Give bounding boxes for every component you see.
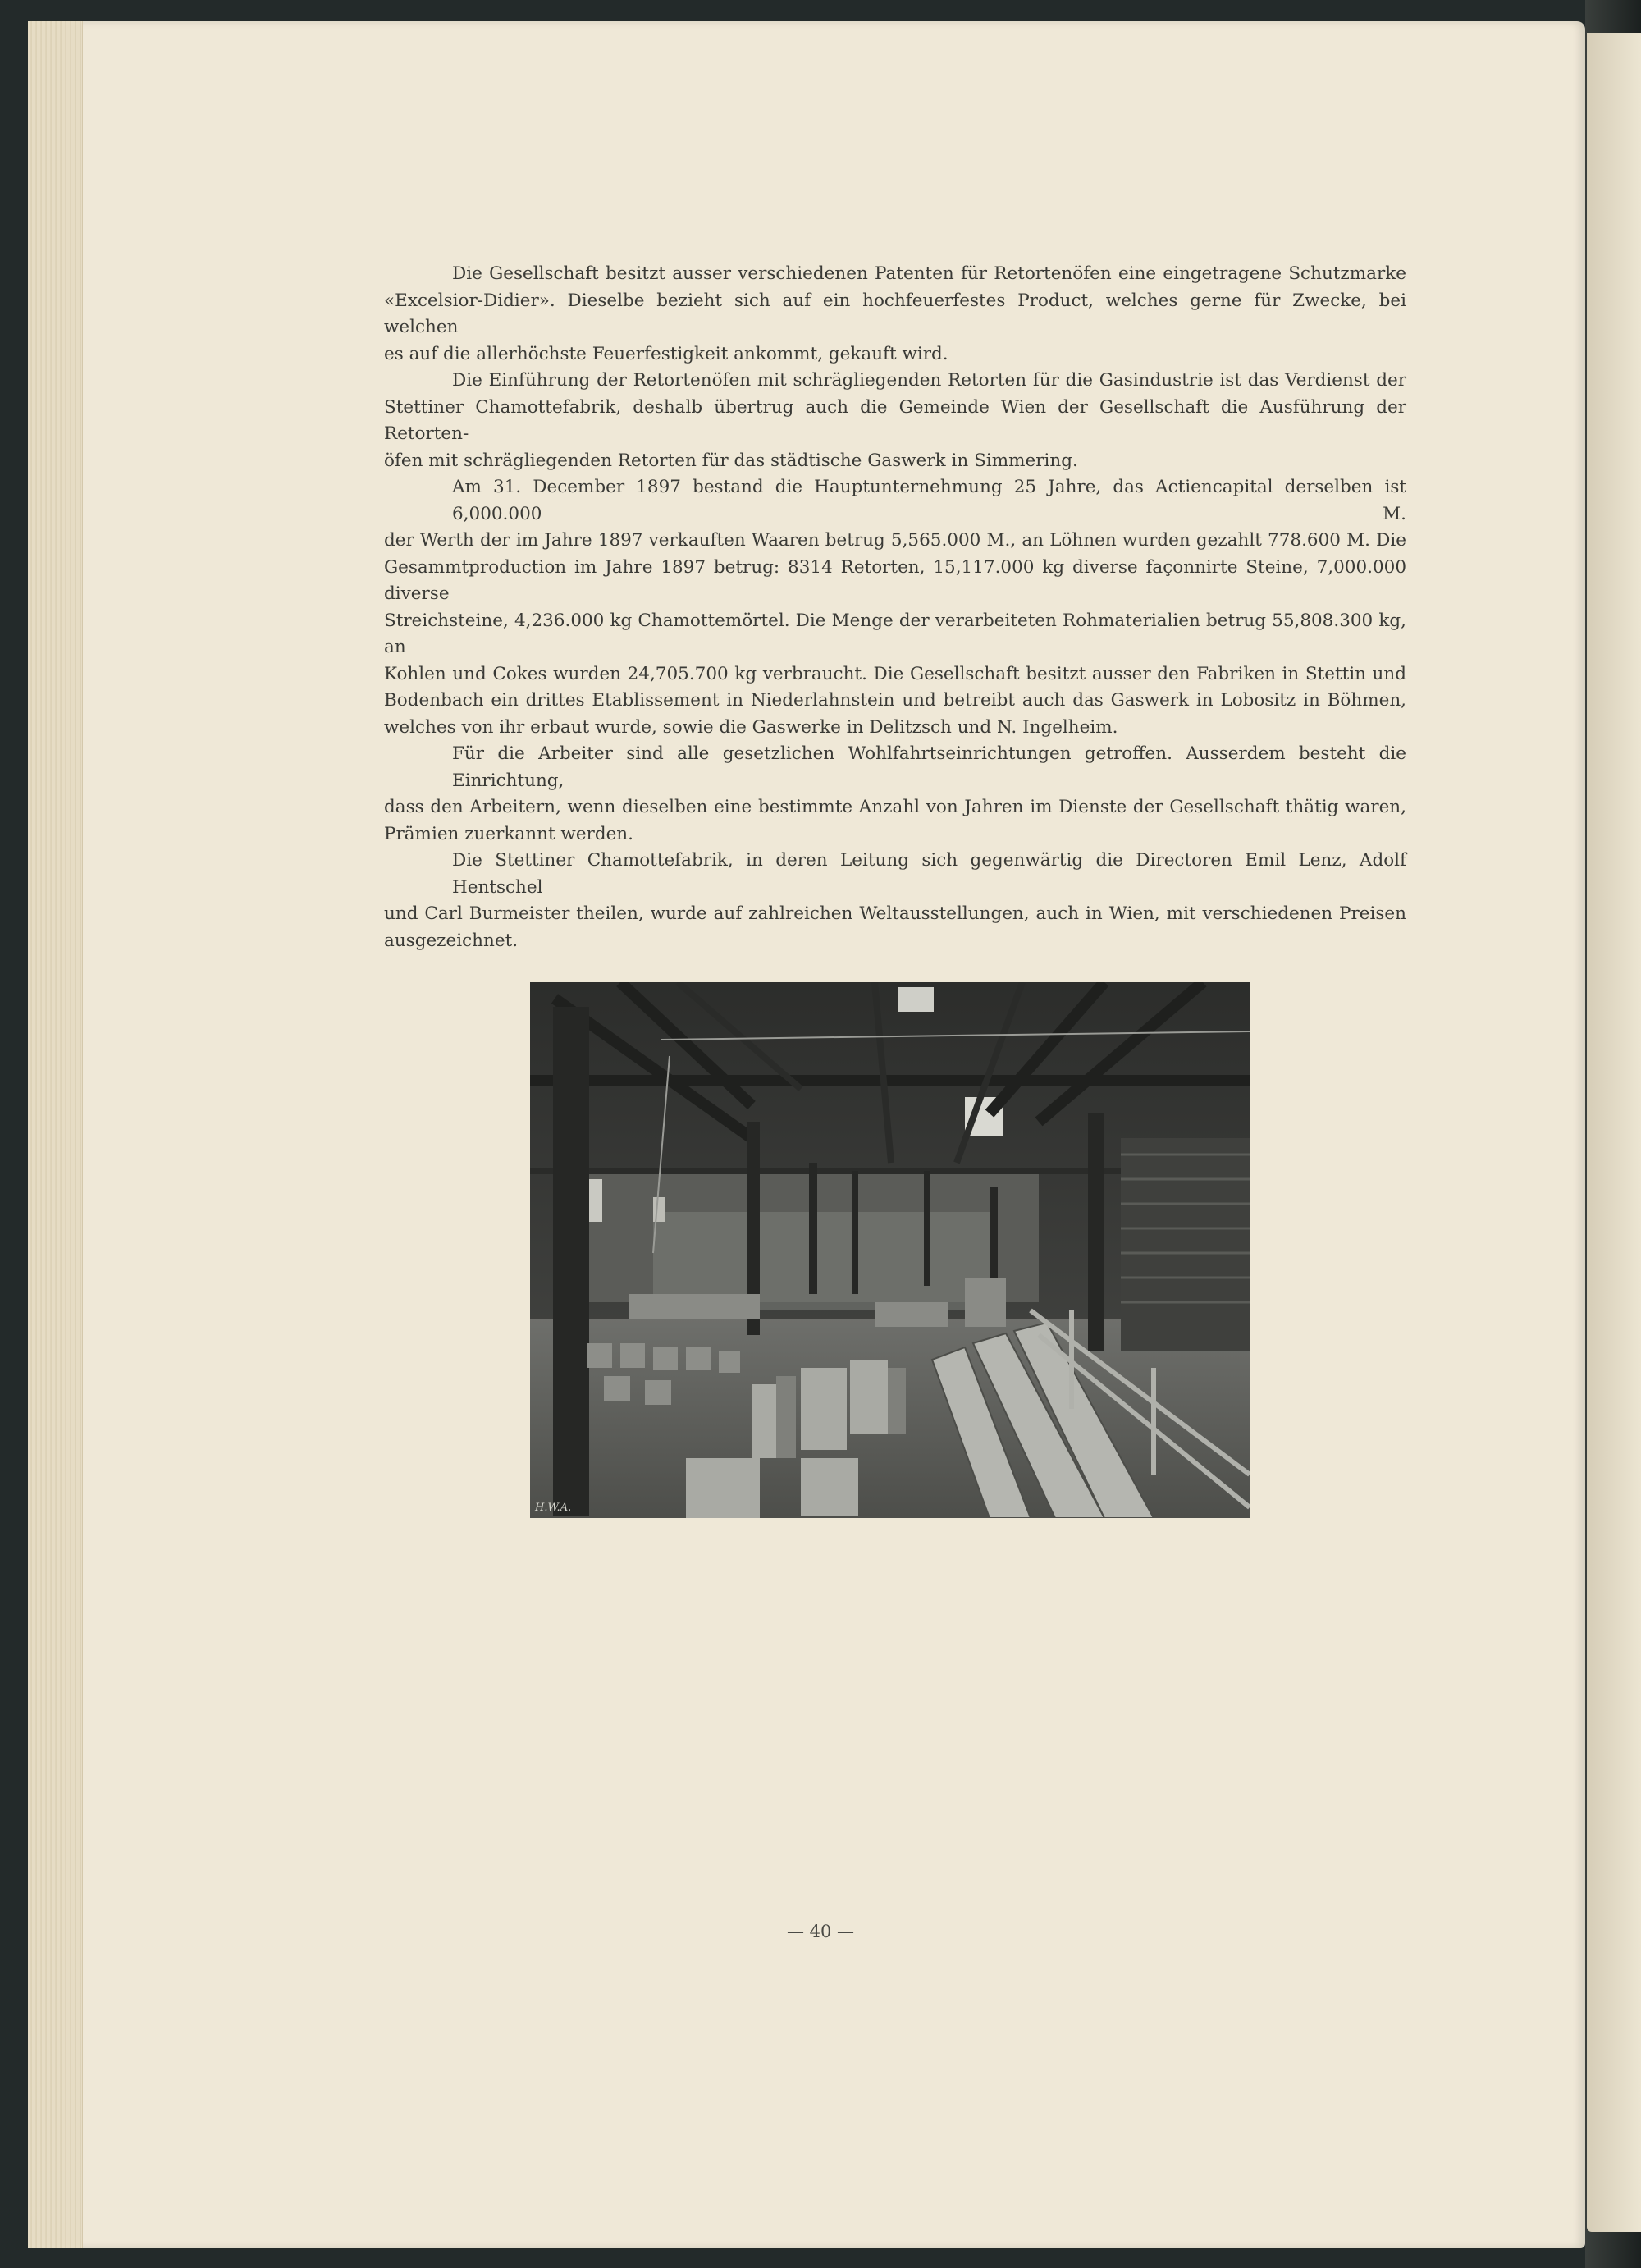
paragraph-welfare xyxy=(384,741,1406,848)
text-line: Für die Arbeiter sind alle gesetzlichen Wohlfahrtseinrichtungen getroffen. Ausserdem besteht die Einrichtung, xyxy=(452,743,1406,791)
text-line: Prämien zuerkannt werden. xyxy=(384,823,633,844)
text-line: Bodenbach ein drittes Etablissement in Niederlahnstein und betreibt auch das Gaswerk in Lobositz in Böhmen, xyxy=(384,690,1406,711)
text-line: Am 31. December 1897 bestand die Hauptunternehmung 25 Jahre, das Actiencapital derselben ist 6,000.000 M. xyxy=(452,477,1406,524)
text-line: Stettiner Chamottefabrik, deshalb übertrug auch die Gemeinde Wien der Gesellschaft die Ausführung der Retorten- xyxy=(384,396,1406,444)
paragraph-directors xyxy=(384,848,1406,954)
text-line: Die Einführung der Retortenöfen mit schrägliegenden Retorten für die Gasindustrie ist das Verdienst der xyxy=(452,370,1406,391)
text-line: Die Gesellschaft besitzt ausser verschiedenen Patenten für Retortenöfen eine eingetragene Schutzmarke xyxy=(452,263,1406,284)
text-line: Kohlen und Cokes wurden 24,705.700 kg verbraucht. Die Gesellschaft besitzt ausser den Fabriken in Stettin und xyxy=(384,663,1406,684)
photo-illustration xyxy=(530,982,1250,1518)
text-line: öfen mit schrägliegenden Retorten für das städtische Gaswerk in Simmering. xyxy=(384,450,1078,471)
text-line: es auf die allerhöchste Feuerfestigkeit ankommt, gekauft wird. xyxy=(384,343,948,364)
text-line: Streichsteine, 4,236.000 kg Chamottemörtel. Die Menge der verarbeiteten Rohmaterialien betrug 55,808.300 kg, an xyxy=(384,610,1406,657)
page-stack-edges xyxy=(28,21,83,2248)
facing-page-edge xyxy=(1587,33,1641,2232)
paragraph-retort-ovens xyxy=(384,368,1406,474)
paragraph-statistics xyxy=(384,474,1406,741)
text-line: «Excelsior-Didier». Dieselbe bezieht sich auf ein hochfeuerfestes Product, welches gerne für Zwecke, bei welchen xyxy=(384,290,1406,337)
text-line: der Werth der im Jahre 1897 verkauften Waaren betrug 5,565.000 M., an Löhnen wurden gezahlt 778.600 M. Die xyxy=(384,530,1406,551)
text-line: dass den Arbeitern, wenn dieselben eine bestimmte Anzahl von Jahren im Dienste der Gesellschaft thätig waren, xyxy=(384,797,1406,817)
text-line: und Carl Burmeister theilen, wurde auf zahlreichen Weltausstellungen, auch in Wien, mit verschiedenen Preisen xyxy=(384,903,1406,924)
paragraph-trademark xyxy=(384,261,1406,368)
body-text xyxy=(384,261,1406,954)
page-number: — 40 — xyxy=(786,1922,855,1941)
text-line: ausgezeichnet. xyxy=(384,930,519,951)
factory-interior-photo xyxy=(530,982,1250,1518)
photo-signature: H.W.A. xyxy=(535,1502,572,1514)
text-line: welches von ihr erbaut wurde, sowie die Gaswerke in Delitzsch und N. Ingelheim. xyxy=(384,716,1118,738)
text-line: Die Stettiner Chamottefabrik, in deren Leitung sich gegenwärtig die Directoren Emil Lenz, Adolf Hentschel xyxy=(452,850,1406,898)
text-line: Gesammtproduction im Jahre 1897 betrug: 8314 Retorten, 15,117.000 kg diverse façonnirte Steine, 7,000.000 diverse xyxy=(384,556,1406,604)
